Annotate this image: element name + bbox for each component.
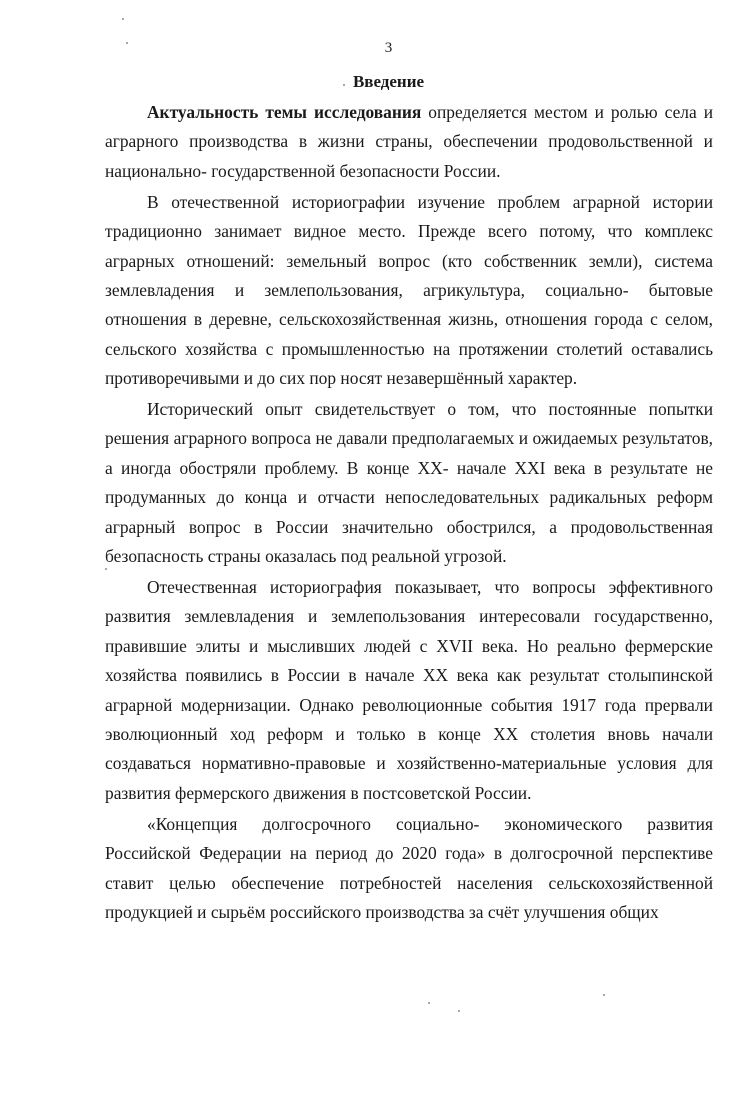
scan-speck [343, 84, 345, 86]
scan-speck [105, 568, 107, 570]
paragraph-text: В отечественной историографии изучение проблем аграрной истории традиционно занимает видное место. Прежде всего потому, что комплекс аграрных отношений: земельный вопрос (кто собственник земли), система землевладения и землепользования, агрикультура, социально- бытовые отношения в деревне, сельскохозяйственная жизнь, отношения города с селом, сельского хозяйства с промышленностью на протяжении столетий оставались противоречивыми и до сих пор носят незавершённый характер. [105, 191, 713, 389]
document-body [105, 98, 713, 929]
paragraph-text: Отечественная историография показывает, что вопросы эффективного развития землевладения и землепользования интересовали государственно, правившие элиты и мысливших людей с XVII века. Но реально фермерские хозяйства появились в России в начале XX века как результат столыпинской аграрной модернизации. Однако революционные события 1917 года прервали эволюционный ход реформ и только в конце XX столетия вновь начали создаваться нормативно-правовые и хозяйственно-материальные условия для развития фермерского движения в постсоветской России. [105, 577, 713, 803]
paragraph-historical-experience [105, 395, 713, 571]
paragraph-historiography [105, 188, 713, 394]
paragraph-lead: Актуальность темы исследования [147, 102, 422, 122]
paragraph-text: «Концепция долгосрочного социально- экономического развития Российской Федерации на период до 2020 года» в долгосрочной перспективе ставит целью обеспечение потребностей населения сельскохозяйственной продукцией и сырьём российского производства за счёт улучшения общих [105, 813, 713, 922]
paragraph-text: определяется местом и ролью села и аграрного производства в жизни страны, обеспечении продовольственной и национально- государственной безопасности России. [105, 102, 713, 181]
scan-speck [428, 1002, 430, 1004]
scan-speck [603, 994, 605, 996]
paragraph-relevance [105, 98, 713, 186]
scan-speck [122, 18, 124, 20]
page-title: Введение [352, 72, 425, 91]
paragraph-text: Исторический опыт свидетельствует о том, что постоянные попытки решения аграрного вопроса не давали предполагаемых и ожидаемых результатов, а иногда обостряли проблему. В конце XX- начале XXI века в результате не продуманных до конца и отчасти непоследовательных радикальных реформ аграрный вопрос в России значительно обострился, а продовольственная безопасность страны оказалась под реальной угрозой. [105, 399, 713, 567]
paragraph-concept-2020 [105, 810, 713, 928]
scan-speck [126, 42, 128, 44]
page-number: 3 [384, 40, 393, 56]
scan-speck [458, 1010, 460, 1012]
paragraph-farming-history [105, 573, 713, 808]
